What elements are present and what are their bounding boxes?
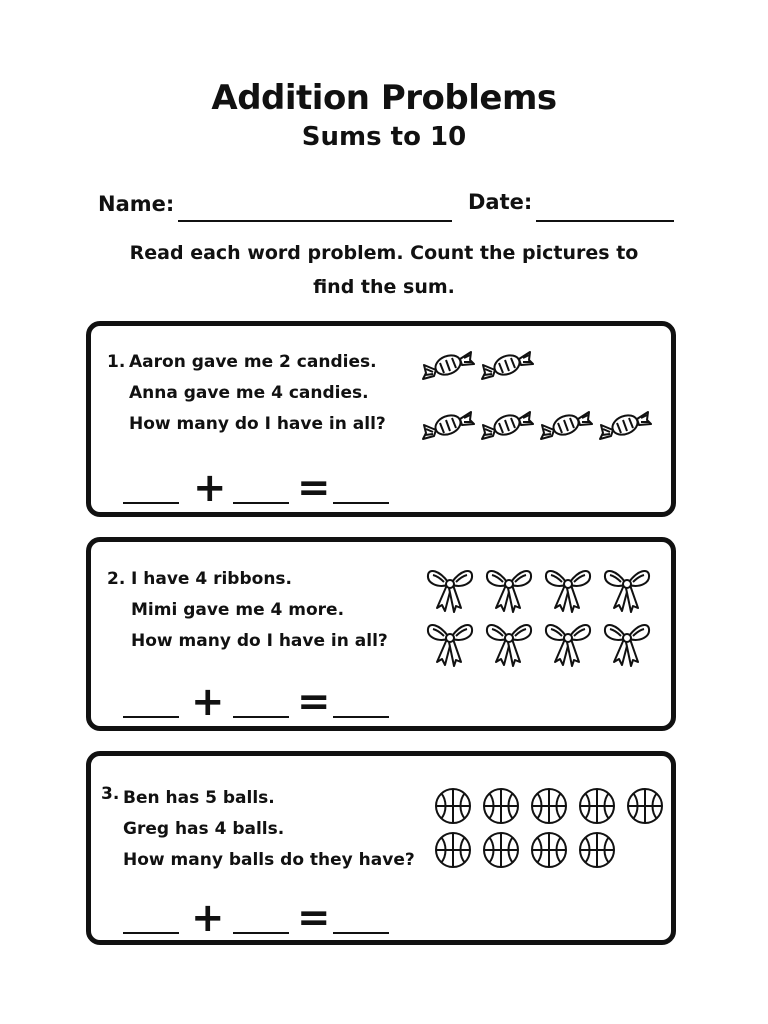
ribbon-icon [425, 564, 475, 618]
problem-line: Ben has 5 balls. [123, 788, 275, 808]
problem-line: How many balls do they have? [123, 850, 415, 870]
problem-number: 3. [101, 784, 120, 804]
candy-icon [480, 406, 534, 446]
plus-sign: + [191, 679, 225, 725]
ball-icon [529, 830, 569, 874]
problem-number: 2. [107, 569, 126, 589]
ball-icon [433, 830, 473, 874]
ball-icon [577, 786, 617, 830]
problem-line: Aaron gave me 2 candies. [129, 352, 377, 372]
ball-icon [481, 786, 521, 830]
ribbon-icon [543, 564, 593, 618]
problem-card-1 [86, 321, 676, 517]
answer-blank[interactable] [123, 932, 179, 934]
answer-blank[interactable] [333, 502, 389, 504]
problem-number: 1. [107, 352, 126, 372]
candy-icon [421, 346, 475, 386]
date-label: Date: [468, 190, 533, 214]
ball-icon [625, 786, 665, 830]
ribbon-icon [602, 618, 652, 672]
equals-sign: = [297, 895, 331, 941]
name-field[interactable] [178, 220, 452, 222]
problem-line: How many do I have in all? [131, 631, 388, 651]
problem-line: Mimi gave me 4 more. [131, 600, 345, 620]
answer-blank[interactable] [233, 716, 289, 718]
plus-sign: + [191, 895, 225, 941]
answer-blank[interactable] [233, 932, 289, 934]
equals-sign: = [297, 465, 331, 511]
page-subtitle: Sums to 10 [301, 122, 467, 152]
ball-icon [529, 786, 569, 830]
ribbon-icon [425, 618, 475, 672]
answer-blank[interactable] [333, 716, 389, 718]
answer-blank[interactable] [123, 502, 179, 504]
answer-blank[interactable] [233, 502, 289, 504]
candy-icon [421, 406, 475, 446]
candy-icon [598, 406, 652, 446]
problem-line: Anna gave me 4 candies. [129, 383, 369, 403]
problem-line: How many do I have in all? [129, 414, 386, 434]
ball-icon [577, 830, 617, 874]
ball-icon [481, 830, 521, 874]
problem-card-3 [86, 751, 676, 945]
ribbon-icon [484, 618, 534, 672]
candy-icon [539, 406, 593, 446]
page-title: Addition Problems [211, 78, 557, 118]
problem-card-2 [86, 537, 676, 731]
equals-sign: = [297, 679, 331, 725]
ribbon-icon [484, 564, 534, 618]
problem-line: I have 4 ribbons. [131, 569, 293, 589]
candy-icon [480, 346, 534, 386]
problem-line: Greg has 4 balls. [123, 819, 285, 839]
ribbon-icon [543, 618, 593, 672]
instructions: Read each word problem. Count the pictures to find the sum. [129, 242, 639, 298]
ball-icon [433, 786, 473, 830]
answer-blank[interactable] [333, 932, 389, 934]
name-label: Name: [98, 192, 175, 216]
plus-sign: + [193, 465, 227, 511]
answer-blank[interactable] [123, 716, 179, 718]
date-field[interactable] [536, 220, 674, 222]
ribbon-icon [602, 564, 652, 618]
